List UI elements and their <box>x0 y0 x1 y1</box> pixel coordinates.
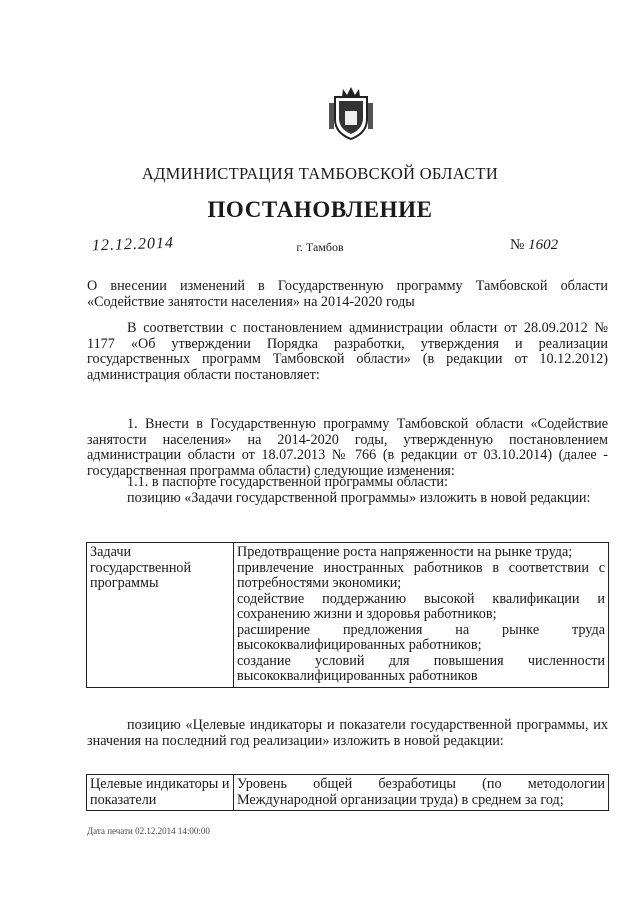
position-2-paragraph: позицию «Целевые индикаторы и показатели государственной программы, их значения на последний год реализации» изложить в новой редакции: <box>87 717 608 749</box>
document-date: 12.12.2014 <box>91 234 175 255</box>
document-city: г. Тамбов <box>296 240 344 254</box>
task-item: создание условий для повышения численности высококвалифицированных работников <box>237 652 605 684</box>
task-item: Предотвращение роста напряженности на рынке труда; <box>237 544 573 560</box>
preamble-paragraph: В соответствии с постановлением администрации области от 28.09.2012 № 1177 «Об утверждении Порядка разработки, утверждения и реализации государственных программ Тамбовской области» (в редакции от 10.12.2012) администрация области постановляет: <box>87 320 608 383</box>
organization-name: АДМИНИСТРАЦИЯ ТАМБОВСКОЙ ОБЛАСТИ <box>141 164 499 183</box>
position-1-paragraph: позицию «Задачи государственной программы» изложить в новой редакции: <box>127 490 591 506</box>
document-number <box>510 237 558 254</box>
number-value: 1602 <box>528 237 559 253</box>
tambov-coat-of-arms-emblem <box>327 83 375 141</box>
task-item: привлечение иностранных работников в соответствии с потребностями экономики; <box>237 559 605 591</box>
table-row <box>87 543 609 688</box>
tasks-table <box>86 542 609 688</box>
indicators-value-cell: Уровень общей безработицы (по методологии Международной организации труда) в среднем за год; <box>234 775 609 811</box>
document-subject: О внесении изменений в Государственную программу Тамбовской области «Содействие занятости населения» на 2014-2020 годы <box>87 278 608 310</box>
number-label: № <box>510 237 525 253</box>
indicators-table <box>86 774 609 811</box>
print-date-footer: Дата печати 02.12.2014 14:00:00 <box>87 826 210 836</box>
item-1-1-paragraph: 1.1. в паспорте государственной программы области: <box>127 474 448 490</box>
indicators-label-cell: Целевые индикаторы и показатели <box>87 775 234 811</box>
document-type-title: ПОСТАНОВЛЕНИЕ <box>207 197 433 222</box>
tasks-value-cell <box>234 543 609 688</box>
item-1-paragraph: 1. Внести в Государственную программу Тамбовской области «Содействие занятости населения» на 2014-2020 годы, утвержденную постановлением администрации области от 18.07.2013 № 766 (в редакции от 03.10.2014) (далее - государственная программа области) следующие изменения: <box>87 416 608 479</box>
table-row <box>87 775 609 811</box>
task-item: содействие поддержанию высокой квалификации и сохранению жизни и здоровья работников; <box>237 590 605 622</box>
tasks-label-cell: Задачи государственной программы <box>87 543 234 688</box>
task-item: расширение предложения на рынке труда высококвалифицированных работников; <box>237 621 605 653</box>
